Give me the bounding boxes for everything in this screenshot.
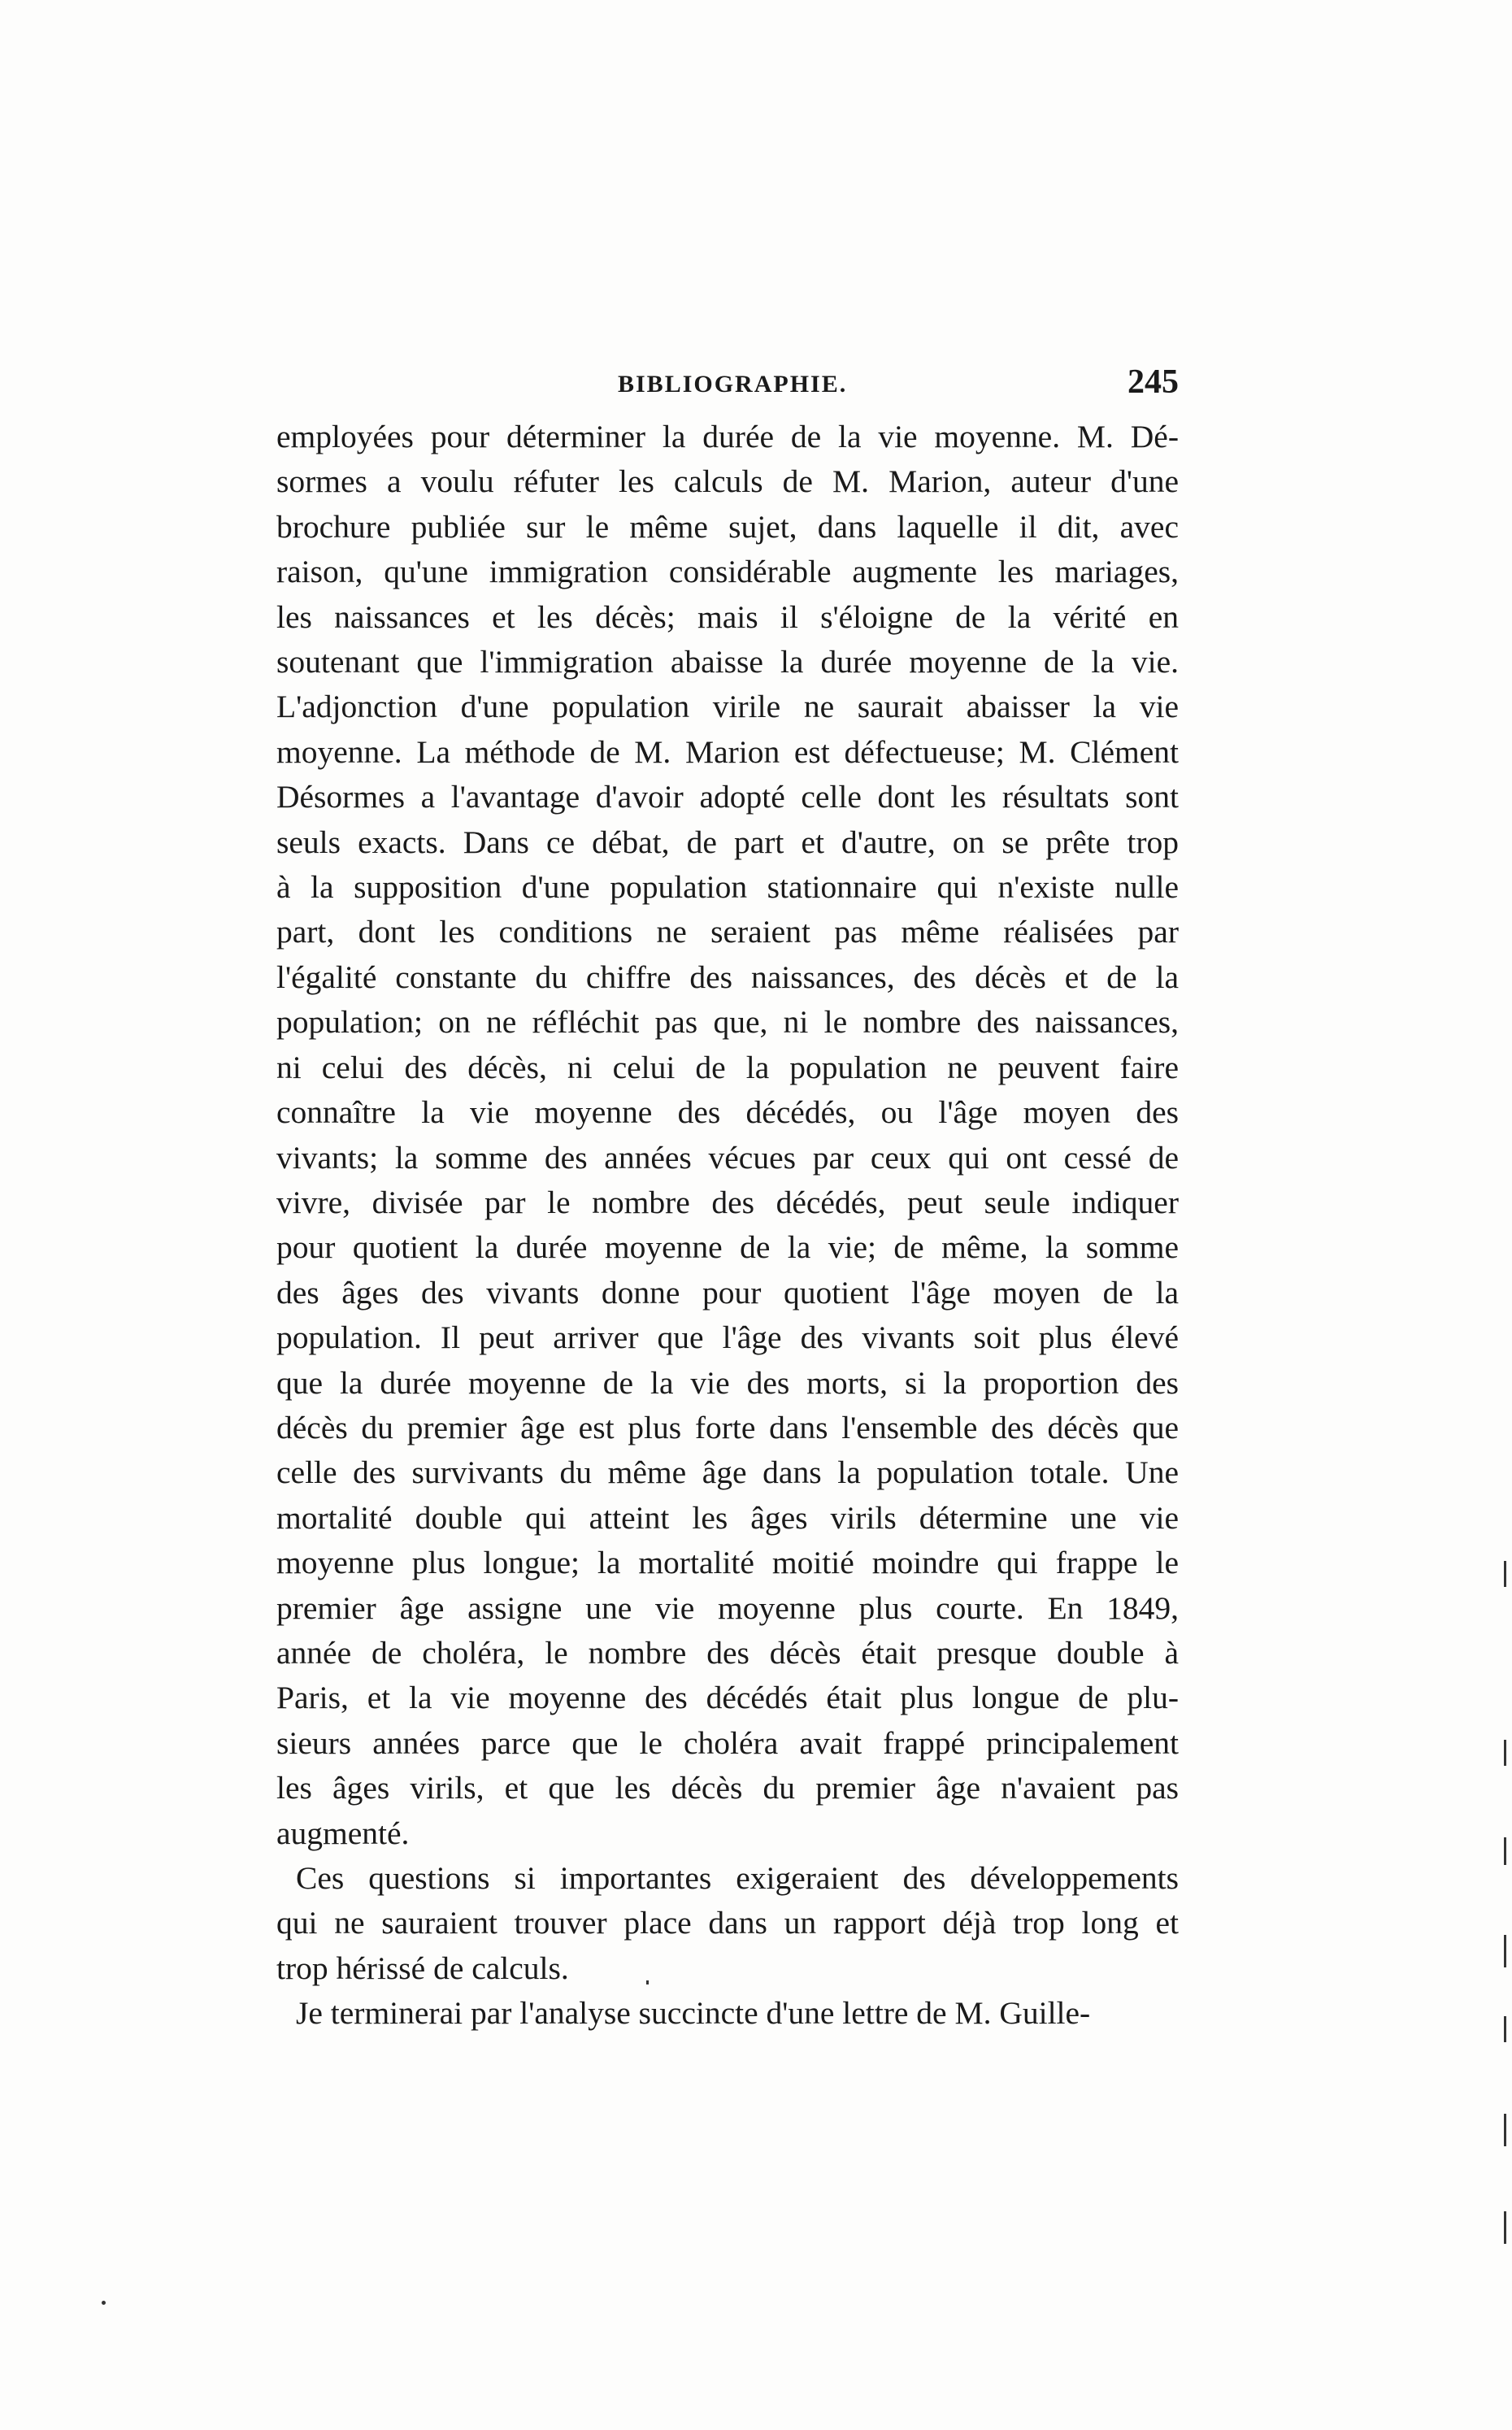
text-line: celle des survivants du même âge dans la population totale. Une — [276, 1454, 1179, 1491]
text-line: population; on ne réfléchit pas que, ni le nombre des naissances, — [276, 1004, 1179, 1041]
text-line: trop hérissé de calculs. — [276, 1950, 569, 1986]
text-line: des âges des vivants donne pour quotient l'âge moyen de la — [276, 1274, 1179, 1311]
text-line: augmenté. — [276, 1815, 410, 1851]
text-line: premier âge assigne une vie moyenne plus courte. En 1849, — [276, 1589, 1179, 1626]
text-line: les naissances et les décès; mais il s'éloigne de la vérité en — [276, 598, 1179, 635]
text-line: les âges virils, et que les décès du premier âge n'avaient pas — [276, 1770, 1179, 1806]
text-line: Désormes a l'avantage d'avoir adopté celle dont les résultats sont — [276, 779, 1179, 815]
margin-speck — [1504, 1935, 1506, 1967]
running-head — [276, 358, 1179, 406]
text-line: que la durée moyenne de la vie des morts, si la proportion des — [276, 1364, 1179, 1401]
margin-speck — [1504, 2211, 1506, 2244]
text-line: mortalité double qui atteint les âges virils détermine une vie — [276, 1499, 1179, 1536]
page-number: 245 — [1127, 363, 1179, 401]
text-line: seuls exacts. Dans ce débat, de part et d'autre, on se prête trop — [276, 824, 1179, 860]
margin-speck — [1504, 2016, 1506, 2042]
text-line: qui ne sauraient trouver place dans un rapport déjà trop long et — [276, 1905, 1179, 1941]
text-line: moyenne plus longue; la mortalité moitié moindre qui frappe le — [276, 1545, 1179, 1581]
running-title: BIBLIOGRAPHIE. — [618, 371, 848, 398]
margin-speck — [102, 2301, 106, 2305]
text-line: connaître la vie moyenne des décédés, ou l'âge moyen des — [276, 1094, 1179, 1131]
text-line: sormes a voulu réfuter les calculs de M. Marion, auteur d'une — [276, 463, 1179, 500]
body-text — [276, 415, 1179, 2037]
text-line: soutenant que l'immigration abaisse la durée moyenne de la vie. — [276, 644, 1179, 680]
text-line: brochure publiée sur le même sujet, dans laquelle il dit, avec — [276, 508, 1179, 545]
text-line: pour quotient la durée moyenne de la vie; de même, la somme — [276, 1229, 1179, 1266]
margin-speck — [1504, 1837, 1506, 1865]
text-line: L'adjonction d'une population virile ne saurait abaisser la vie — [276, 689, 1179, 725]
text-line: vivre, divisée par le nombre des décédés, peut seule indiquer — [276, 1184, 1179, 1220]
margin-speck — [1504, 1561, 1506, 1587]
text-line: part, dont les conditions ne seraient pas même réalisées par — [276, 914, 1179, 950]
text-line: Paris, et la vie moyenne des décédés était plus longue de plu- — [276, 1680, 1179, 1716]
text-line: population. Il peut arriver que l'âge des vivants soit plus élevé — [276, 1319, 1179, 1356]
text-line: à la supposition d'une population stationnaire qui n'existe nulle — [276, 869, 1179, 906]
text-line: sieurs années parce que le choléra avait frappé principalement — [276, 1724, 1179, 1761]
text-line: décès du premier âge est plus forte dans l'ensemble des décès que — [276, 1409, 1179, 1445]
margin-speck — [1504, 2114, 1506, 2146]
text-line: l'égalité constante du chiffre des naissances, des décès et de la — [276, 959, 1179, 995]
text-line: ni celui des décès, ni celui de la population ne peuvent faire — [276, 1049, 1179, 1085]
text-line: vivants; la somme des années vécues par ceux qui ont cessé de — [276, 1139, 1179, 1176]
margin-speck — [646, 1980, 649, 1984]
text-line: employées pour déterminer la durée de la vie moyenne. M. Dé- — [276, 419, 1179, 454]
text-line: moyenne. La méthode de M. Marion est défectueuse; M. Clément — [276, 733, 1179, 770]
text-line: raison, qu'une immigration considérable augmente les mariages, — [276, 554, 1179, 590]
text-line: Ces questions si importantes exigeraient des développements — [296, 1860, 1179, 1896]
text-line: année de choléra, le nombre des décès était presque double à — [276, 1634, 1179, 1671]
margin-speck — [1504, 1740, 1506, 1766]
text-line: Je terminerai par l'analyse succincte d'une lettre de M. Guille- — [296, 1995, 1091, 2032]
